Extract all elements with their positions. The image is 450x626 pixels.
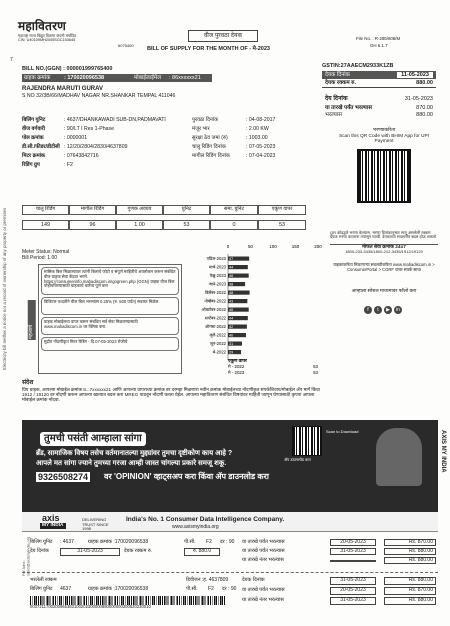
ad-title: तुमची पसंती आम्हाला सांगा <box>40 432 146 446</box>
table-cell: 96 <box>69 220 116 230</box>
chart-category-label: मे-2022 <box>212 349 226 355</box>
chart-tick-label: 150 <box>291 244 300 249</box>
left-vertical-disclaimer: Electricity bill neither a notice nor a record of ownership of any property or premises <box>2 207 7 370</box>
detail-label: मिटर क्रमांक <box>22 153 46 159</box>
chart-value-label: 48 <box>229 291 234 295</box>
stub1-unit-label: बिलिंग युनिट <box>30 538 53 545</box>
chart-summary-value: 53 <box>313 364 318 369</box>
stub2-table-row <box>242 586 438 596</box>
file-number: File No. : R-285/608/M <box>356 36 401 41</box>
consumer-name: RAJENDRA MARUTI GURAV <box>22 86 103 92</box>
chart-category-label: मार्च-2023 <box>209 264 226 270</box>
consumer-number-bar <box>22 74 212 82</box>
detail-value: : 0000001 <box>64 135 88 141</box>
stub2-pc: पी.सी. <box>186 585 198 592</box>
linkedin-icon[interactable]: in <box>394 306 402 314</box>
stub-row-label: या तारखे पर्यंत भरल्यास <box>242 547 285 554</box>
scan-instruction: Scan this QR Code with BHIM App for UPI Payment <box>338 133 430 145</box>
header-vertical-number: 7 <box>10 57 13 63</box>
youtube-icon[interactable]: ▶ <box>384 306 392 314</box>
detail-row <box>22 145 192 154</box>
notice-text: https://consumerinfo.mahadiscom.in/gogreen.php (GGN) ग्राहक वीज बिल पोहोचविण्यासाठी ग्राहकाचे कर्तव्य पूर्ण करा <box>44 278 175 289</box>
stub-row-amount: Rs. 880.00 <box>384 597 436 605</box>
pay-value: 880.00 <box>416 112 433 118</box>
detail-row <box>22 127 192 136</box>
table-cell: 53 <box>163 220 210 230</box>
detail-label: डी.सी./फीडर/डीटीसी <box>22 144 60 150</box>
gstin: GSTIN:27AAECM2933K1ZB <box>322 63 394 69</box>
stub2-grade: दर : 90 <box>222 585 237 592</box>
stub-row-date: 31-05-2023 <box>330 577 376 585</box>
stub-row-amount: Rs. 870.00 <box>384 587 436 595</box>
barcode-number: 0037211700200965383100202300000880000000200520230010 <box>30 604 151 609</box>
bill-date-value: 11-05-2023 <box>397 72 433 78</box>
detail-value: : 90/LT I Res 1-Phase <box>64 126 114 132</box>
helpline-numbers: 1800-233-3435/1800-212-3435/1912/19120 <box>345 249 423 255</box>
stub-row-amount: Rs. 880.00 <box>384 548 436 556</box>
stub1-grade: दर : 90 <box>220 538 235 545</box>
stub1-table-row <box>242 547 438 556</box>
detail-label: पोल क्रमांक <box>22 135 44 141</box>
bill-period-line: Bill Period: 1.00 <box>22 254 58 261</box>
due-date-row <box>322 95 436 104</box>
ad-url[interactable]: www.axismyindia.org <box>172 524 219 530</box>
stub2-f2: F2 <box>208 585 214 592</box>
stub1-amount-label: देयक रक्कम रु. <box>124 548 153 555</box>
chart-value-label: 29 <box>229 350 234 355</box>
stub-row-date: 31-05-2023 <box>330 548 376 556</box>
notice-item <box>41 267 179 295</box>
chart-value-label: 31 <box>229 342 234 346</box>
stub1 <box>30 538 438 563</box>
detail-label: चालु रिडिंग दिनांक <box>192 144 226 150</box>
chart-value-label: 43 <box>229 299 234 304</box>
table-header: चालु रिडिंग <box>22 205 69 215</box>
ad-banner <box>22 420 438 512</box>
due-amount-row <box>322 104 436 112</box>
pay-label: भरल्यास <box>325 112 342 118</box>
chart-tick-label: 0 <box>226 244 230 249</box>
detail-label: मागील रिडिंग दिनांक <box>192 153 230 159</box>
table-header: समा. युनिट <box>210 205 258 215</box>
stub-row-amount: Rs. 880.00 <box>384 557 436 565</box>
meter-status <box>22 250 69 262</box>
chart-value-label: 40 <box>229 333 234 338</box>
stub1-due-date: 31-05-2023 <box>60 548 120 556</box>
stub-row-label: या तारखे नंतर भरल्यास <box>242 597 284 604</box>
stub1-due-label: देय दिनांक <box>30 548 49 555</box>
table-header: एकूण वापर <box>258 205 306 215</box>
stub1-f2: F2 <box>206 538 212 545</box>
detail-value: : 4637/DHANKAWADI SUB-DN,PADMAVATI <box>64 117 166 123</box>
stub1-table <box>242 538 438 565</box>
header-small-code: 6075400 <box>118 43 134 48</box>
chart-category-label: जून-2022 <box>209 341 226 346</box>
important-label: महत्वाचे <box>28 300 36 340</box>
message-title: संदेश <box>22 380 34 386</box>
detail-value: : F2 <box>64 162 73 168</box>
company-line: महाराष्ट्र राज्य विद्युत वितरण कंपनी मर्यादित <box>18 33 77 38</box>
side-vertical-brand: AXIS MY INDIA <box>439 430 446 473</box>
stub-row-date: 20-05-2023 <box>330 539 376 547</box>
notice-item <box>41 337 179 351</box>
stub2-table <box>242 576 438 606</box>
chart-summary-label: मे - 2023 <box>228 370 245 375</box>
bill-subtitle: BILL OF SUPPLY FOR THE MONTH OF - मे-2023 <box>147 46 270 52</box>
chart-summary-label: मे - 2022 <box>228 364 245 369</box>
chart-summary-value: 53 <box>313 370 318 375</box>
bill-date-row <box>322 71 436 79</box>
right-panel <box>330 128 438 314</box>
ad-phone[interactable]: 9326508274 <box>38 472 89 482</box>
ad-app-note: ॲप डाउनलोड करा <box>284 457 311 462</box>
detail-label: सुरक्षा ठेव जमा (रु) <box>192 135 228 141</box>
stub2-table-row <box>242 596 438 606</box>
helpline-title: मोफत सेवा क्रमांक 24x7 <box>330 244 438 251</box>
detail-label: वीज वर्गवारी <box>22 126 46 132</box>
chart-value-label: 42 <box>229 325 234 329</box>
chart-value-label: 44 <box>229 265 234 270</box>
stub1-amount: रु. 880.0 <box>184 548 220 556</box>
qr-note: QR कोडद्वारे भरणा केल्यास, भरणा दिनांकानुसार लागू असलेली रक्कम देयक भरणा करताना तपासून घ्यावी. देयकाच्या सवलतीत बदल होऊ शकतो. <box>330 229 438 240</box>
meter-status-line: Meter Status: Normal <box>22 249 70 255</box>
due-date-label: देय दिनांक <box>325 96 348 103</box>
ad-qr-code[interactable] <box>292 426 322 456</box>
chart-category-label: जुलै-2022 <box>209 332 226 338</box>
mobile-label: मोबाईल/ईमेल <box>134 74 161 81</box>
table-header: युनिट <box>163 205 210 215</box>
detail-row <box>22 163 192 172</box>
stub2-unit: 4637 <box>60 585 72 592</box>
chart-category-label: सप्टेंबर-2022 <box>204 315 226 321</box>
stub2-table-row <box>242 576 438 586</box>
due-amount-value: 870.00 <box>416 104 433 111</box>
stub2 <box>30 576 438 610</box>
bill-date-label: देयक दिनांक <box>325 71 350 78</box>
detail-label: रिडिंग ग्रुप <box>22 162 40 168</box>
consumer-number-label: ग्राहक क्रमांक <box>24 74 51 81</box>
tear-line <box>22 572 438 573</box>
stub-row-label: या तारखे पर्यंत भरल्यास <box>242 538 285 545</box>
chart-summary-title: एकूण वापर <box>228 358 247 363</box>
ad-line1: ब्रँड, सामाजिक विषय तसेच वर्तमानातल्या मुद्द्यांवर तुमचा दृष्टीकोण काय आहे ? <box>36 450 233 457</box>
pay-title: भरण्याकरिता <box>372 128 396 133</box>
stub2-consumer-no: ग्राहक क्रमांक :170020096538 <box>88 585 149 592</box>
detail-row <box>22 154 192 163</box>
usage-chart <box>188 236 324 384</box>
detail-value: : 2.00 KW <box>246 126 269 132</box>
due-amount-label: या तारखे पर्यंत भरल्यास <box>325 104 372 111</box>
stub-row-label: या तारखे नंतर भरल्यास <box>242 556 284 563</box>
cin-number: CIN: U40109MH2005SGC153645 <box>18 38 76 43</box>
chart-value-label: 47 <box>229 257 234 261</box>
stub1-unit: : 4637 <box>60 538 74 545</box>
stub2-unit-label: बिलिंग युनिट <box>30 585 53 592</box>
chart-category-label: ऑगस्ट-2022 <box>204 324 226 329</box>
stub1-table-row <box>242 556 438 565</box>
notice-text: डिजिटल पध्दतीने वीज बिल भरल्यास 0.25% (रु. 500 पर्यंत) सवलत मिळेल. <box>44 299 160 304</box>
detail-value: : 07-04-2023 <box>246 153 276 159</box>
chart-tick-label: 100 <box>269 244 277 249</box>
chart-category-label: डिसेंबर-2022 <box>205 290 226 295</box>
company-logo: महावितरण <box>18 19 67 33</box>
mobile-value: : 86xxxxxx21 <box>169 74 201 81</box>
notices-box <box>38 264 182 374</box>
stub-row-label: देयक दिनांक <box>242 577 265 584</box>
chart-category-label: नोव्हेंबर-2022 <box>204 298 226 304</box>
stub-row-amount: Rs. 880.00 <box>384 577 436 585</box>
reading-table-values <box>22 220 306 230</box>
message-block <box>22 380 322 403</box>
facebook-icon[interactable]: f <box>364 306 372 314</box>
detail-value: : 07643842716 <box>64 153 99 159</box>
stub2-division: डिवीजन :ह. 4637809 <box>186 576 229 583</box>
table-cell: 0 <box>210 220 258 230</box>
ad-scan-label: Scan to Download <box>326 429 359 434</box>
ad-line2: आपले मत सांगा ज्याने तुमच्या गरजा आम्ही जास्त चांगल्या प्रकारे समजू शकू. <box>36 460 227 467</box>
detail-label: मंजूर भार <box>192 126 210 132</box>
ad-phone-suffix: वर 'OPINION' व्हाट्सअप करा किंवा ॲप डाउनलोड करा <box>104 472 269 481</box>
ad-footer <box>22 512 438 532</box>
gh-code: GH 6.1.7 <box>370 43 388 48</box>
notice-text: ग्राहक मोबाईलचा वापर करून संबंधित सर्व सेवा मिळवण्यासाठी www.mahadiscom.in वर क्लिक करा. <box>44 319 138 329</box>
stub-row-amount: Rs. 870.00 <box>384 539 436 547</box>
detail-value: : 04-08-2017 <box>246 117 276 123</box>
bill-title-box: वीज पुरवठा देयक <box>188 30 258 42</box>
consumer-address: S NO 32/3B/66/MADHAV NAGAR NR.SHANKAR TEMPAL 411046 <box>22 93 176 99</box>
stub-row-date: 20-05-2023 <box>330 587 376 595</box>
axis-logo-sub: MY INDIA <box>42 523 64 528</box>
stub-side-text: For Advt.: sales@axismyindia.org <box>22 536 31 576</box>
table-header: मागील रिडिंग <box>69 205 116 215</box>
detail-label: पुरवठा दिनांक <box>192 117 219 123</box>
detail-value: : 1003.00 <box>246 135 268 141</box>
stub2-left-top: भरलेली रक्कम <box>30 576 57 583</box>
stub1-consumer-no: ग्राहक क्रमांक :170020096538 <box>88 538 149 545</box>
detail-row <box>192 154 312 163</box>
twitter-icon[interactable]: t <box>374 306 382 314</box>
details-right <box>192 118 312 163</box>
bill-number: BILL NO.(GGN) : 000001999765400 <box>22 66 113 72</box>
social-icons <box>330 306 438 314</box>
message-text: प्रिय ग्राहक, आपल्या मोबाईल क्रमांक 8...7xxxxxx21 आणि आपल्या वापराच्या क्रमांक वर दरमहा मिळणारा नवीन क्रमांक मोबाईलच्या नोंदणीकृत संपर्कशिवाय/मोबाईल ॲप मार्गे किंवा 1912 / 19120 वर नोंदणी करून आपल्या खात्यात बदल करा MREG पाठवून नोंदणी करता येईल. आपल्या महावितरण संबंधित विषयांवर माहिती जाणून घेण्यासाठी कृपया आपला मोबाईल क्रमांक नोंदवा. <box>22 386 320 403</box>
table-cell: 53 <box>258 220 306 230</box>
notice-text: मुद्रीत नोंदणीकृत मिटर रिडिंग - दि.07-05-2023 रोजीचे <box>44 339 128 344</box>
chart-category-label: जाने-2023 <box>208 281 226 287</box>
stub-row-date: 31-05-2023 <box>330 597 376 605</box>
due-date-value: 31-05-2023 <box>404 96 433 103</box>
header-logo-block <box>18 20 128 43</box>
chart-value-label: 44 <box>229 316 234 321</box>
detail-value: : 12/20/2804/2830/4637809 <box>64 144 128 150</box>
stub1-table-row <box>242 538 438 547</box>
notice-text: मासिक बिल मिळाल्यावर त्यांनी बिलाचे फोटो व संपूर्ण माहितीचे अवलोकन करून संबंधित वीज ग्राहक सेवा केंद्रात भरणे. <box>44 269 176 279</box>
table-cell: 149 <box>22 220 69 230</box>
detail-label: बिलिंग युनिट <box>22 117 46 123</box>
chart-category-label: ऑक्टोबर-2022 <box>201 307 226 312</box>
upi-qr-code[interactable] <box>357 149 411 203</box>
consumer-number-value: : 170020096538 <box>64 74 105 81</box>
chart-category-label: फेब्रु-2023 <box>209 273 226 278</box>
chart-category-label: एप्रिल-2023 <box>206 256 226 261</box>
chart-value-label: 46 <box>229 308 234 312</box>
person-photo <box>376 428 422 486</box>
table-cell: 1.00 <box>116 220 163 230</box>
notice-item <box>41 317 179 335</box>
chart-value-label: 38 <box>229 282 234 287</box>
chart-value-label: 46 <box>229 274 234 278</box>
details-left <box>22 118 192 172</box>
bill-amount-value: 880.00 <box>416 79 433 86</box>
bill-amount-label: देयक रक्कम रु. <box>325 79 356 86</box>
axis-logo: axis <box>42 513 60 523</box>
reading-table-header <box>22 205 306 215</box>
chart-tick-label: 200 <box>314 244 322 249</box>
bill-amount-row <box>322 79 436 88</box>
due-box <box>322 71 436 123</box>
portal-info: ग्राहकांकरिता मिळणाऱ्या सवलतीकरिता www.mahadiscom.in > ConsumerPortal > CGRF यावर संपर्क साधा <box>333 261 435 272</box>
stub1-pc: पी.सी. <box>184 538 196 545</box>
chart-tick-label: 50 <box>247 244 254 249</box>
social-label: आम्हाला सोशल माध्यमावर फॉलो करा <box>351 288 417 294</box>
notice-item <box>41 297 179 315</box>
stub-row-label: या तारखे पर्यंत भरल्यास <box>242 587 285 594</box>
ad-bottom-text: India's No. 1 Consumer Data Intelligence Company. <box>126 516 285 523</box>
detail-value: : 07-05-2023 <box>246 144 276 150</box>
axis-tagline: DELIVERING TRUST SINCE 1998 <box>82 517 109 532</box>
table-header: गुणक अवयव <box>116 205 163 215</box>
stub-row-date <box>330 560 376 562</box>
pay-row <box>322 112 436 118</box>
